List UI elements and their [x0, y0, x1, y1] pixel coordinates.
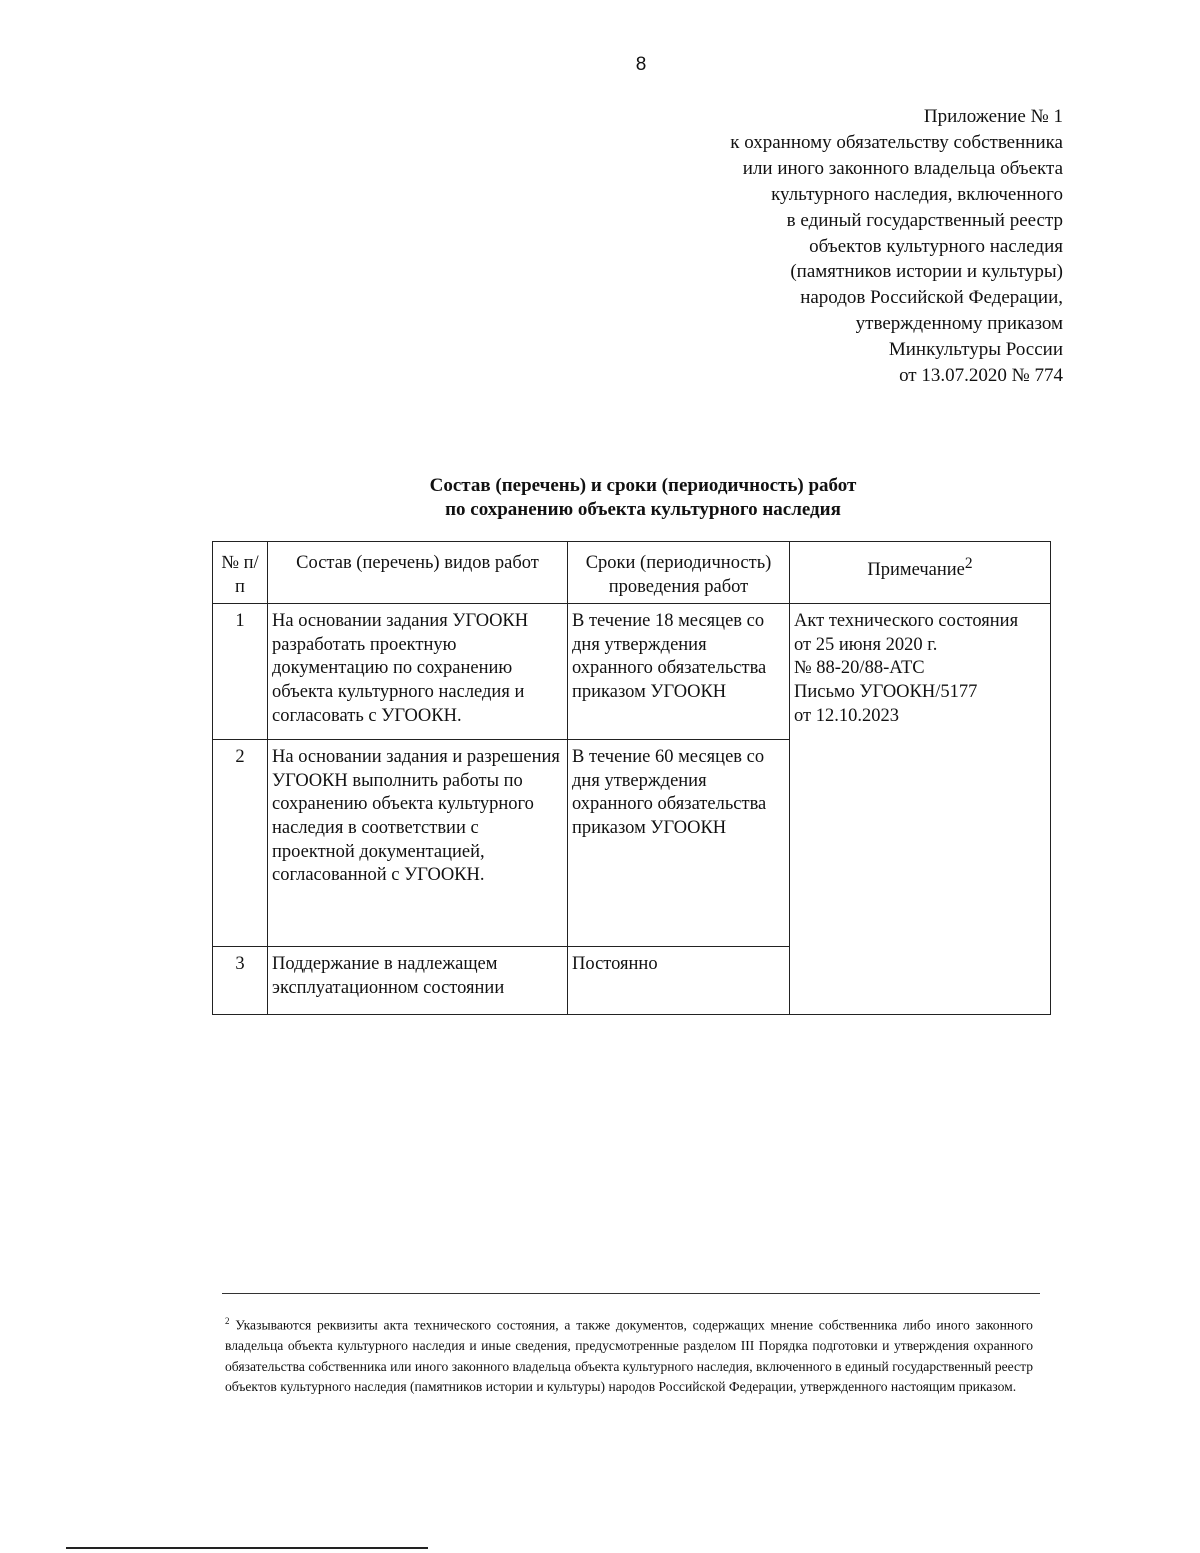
appendix-line: объектов культурного наследия — [809, 235, 1063, 257]
row-works: На основании задания УГООКН разработать проектную документацию по сохранению объекта культурного наследия и согласовать с УГООКН. — [268, 604, 568, 740]
document-title — [250, 474, 1036, 522]
appendix-header — [600, 104, 1063, 389]
table-header-row — [213, 542, 1051, 604]
row-num: 1 — [213, 604, 268, 740]
appendix-line: Приложение № 1 — [923, 106, 1063, 127]
row-note: Акт технического состояния от 25 июня 2020 г. № 88-20/88-АТС Письмо УГООКН/5177 от 12.10.2023 — [790, 604, 1051, 1015]
appendix-line: культурного наследия, включенного — [771, 183, 1063, 205]
footnote — [225, 1311, 1033, 1398]
title-line-2: по сохранению объекта культурного наследия — [445, 499, 841, 520]
appendix-line: от 13.07.2020 № 774 — [899, 365, 1063, 387]
page-number: 8 — [635, 54, 647, 75]
footnote-marker: 2 — [225, 1316, 230, 1326]
header-works: Состав (перечень) видов работ — [268, 542, 568, 604]
footnote-text: Указываются реквизиты акта технического состояния, а также документов, содержащих мнение собственника либо иного законного владельца объекта культурного наследия и иные сведения, предусмотренные разделом III Порядка подготовки и утверждения охранного обязательства собственника или иного законного владельца объекта культурного наследия, включенного в единый государственный реестр объектов культурного наследия (памятников истории и культуры) народов Российской Федерации, утвержденного настоящим приказом. — [225, 1317, 1033, 1395]
appendix-line: или иного законного владельца объекта — [742, 157, 1063, 179]
header-note-sup: 2 — [964, 555, 973, 572]
works-table — [212, 541, 1051, 1015]
title-line-1: Состав (перечень) и сроки (периодичность) работ — [429, 475, 857, 496]
row-works: Поддержание в надлежащем эксплуатационном состоянии — [268, 947, 568, 1015]
row-num: 3 — [213, 947, 268, 1015]
header-num: № п/п — [213, 542, 268, 604]
appendix-line: народов Российской Федерации, — [800, 287, 1063, 309]
row-num: 2 — [213, 740, 268, 947]
row-terms: В течение 60 месяцев со дня утверждения охранного обязательства приказом УГООКН — [568, 740, 790, 947]
appendix-line: (памятников истории и культуры) — [790, 261, 1063, 283]
bottom-divider — [66, 1547, 428, 1549]
header-note — [790, 542, 1051, 604]
table-row — [213, 604, 1051, 740]
row-terms: Постоянно — [568, 947, 790, 1015]
appendix-line: в единый государственный реестр — [786, 209, 1063, 231]
appendix-line: утвержденному приказом — [855, 313, 1063, 335]
appendix-line: Минкультуры России — [888, 339, 1063, 361]
row-terms: В течение 18 месяцев со дня утверждения охранного обязательства приказом УГООКН — [568, 604, 790, 740]
appendix-line: к охранному обязательству собственника — [730, 131, 1063, 153]
row-works: На основании задания и разрешения УГООКН выполнить работы по сохранению объекта культурного наследия в соответствии с проектной документацией, согласованной с УГООКН. — [268, 740, 568, 947]
header-terms: Сроки (периодичность) проведения работ — [568, 542, 790, 604]
footnote-divider — [222, 1293, 1040, 1294]
header-note-label: Примечание — [867, 560, 965, 581]
